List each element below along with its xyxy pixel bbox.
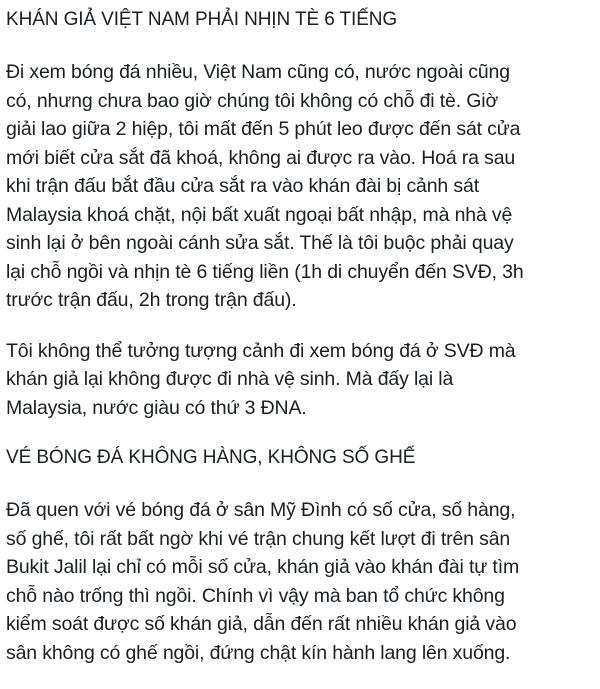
text-line: Đã quen với vé bóng đá ở sân Mỹ Đình có số cửa, số hàng, — [6, 499, 516, 521]
text-line: khi trận đấu bắt đầu cửa sắt ra vào khán đài bị cảnh sát — [6, 175, 479, 197]
post-content — [6, 6, 596, 689]
section-heading-toilet: KHÁN GIẢ VIỆT NAM PHẢI NHỊN TÈ 6 TIẾNG — [6, 9, 398, 30]
text-line: có, nhưng chưa bao giờ chúng tôi không có chỗ đi tè. Giờ — [6, 89, 499, 112]
paragraph-toilet-story — [6, 58, 596, 315]
text-line: Malaysia khoá chặt, nội bất xuất ngoại bất nhập, mà nhà vệ — [6, 203, 513, 226]
text-line: Đi xem bóng đá nhiều, Việt Nam cũng có, nước ngoài cũng — [6, 61, 510, 83]
text-line: giải lao giữa 2 hiệp, tôi mất đến 5 phút leo được đến sát cửa — [6, 118, 521, 140]
text-line: kiểm soát được số khán giả, dẫn đến rất nhiều khán giả vào — [6, 613, 517, 635]
text-line: số ghế, tôi rất bất ngờ khi vé trận chung kết lượt đi trên sân — [6, 527, 511, 550]
paragraph-ticket-story — [6, 496, 596, 667]
text-line: lại chỗ ngồi và nhịn tè 6 tiếng liền (1h di chuyển đến SVĐ, 3h — [6, 260, 524, 283]
text-line: trước trận đấu, 2h trong trận đấu). — [6, 289, 297, 311]
text-line: sân không có ghế ngồi, đứng chật kín hành lang lên xuống. — [6, 641, 511, 664]
text-line: Tôi không thể tưởng tượng cảnh đi xem bóng đá ở SVĐ mà — [6, 339, 516, 362]
section-heading-tickets: VÉ BÓNG ĐÁ KHÔNG HÀNG, KHÔNG SỐ GHẾ — [6, 447, 416, 468]
paragraph-toilet-reflection — [6, 337, 596, 423]
text-line: chỗ nào trống thì ngồi. Chính vì vậy mà ban tổ chức không — [6, 584, 505, 607]
text-line: sinh lại ở bên ngoài cánh sửa sắt. Thế là tôi buộc phải quay — [6, 232, 514, 254]
text-line: mới biết cửa sắt đã khoá, không ai được ra vào. Hoá ra sau — [6, 146, 516, 169]
text-line: Malaysia, nước giàu có thứ 3 ĐNA. — [6, 396, 307, 419]
text-line: Bukit Jalil lại chỉ có mỗi số cửa, khán giả vào khán đài tự tìm — [6, 556, 520, 578]
text-line: khán giả lại không được đi nhà vệ sinh. Mà đấy lại là — [6, 368, 454, 390]
